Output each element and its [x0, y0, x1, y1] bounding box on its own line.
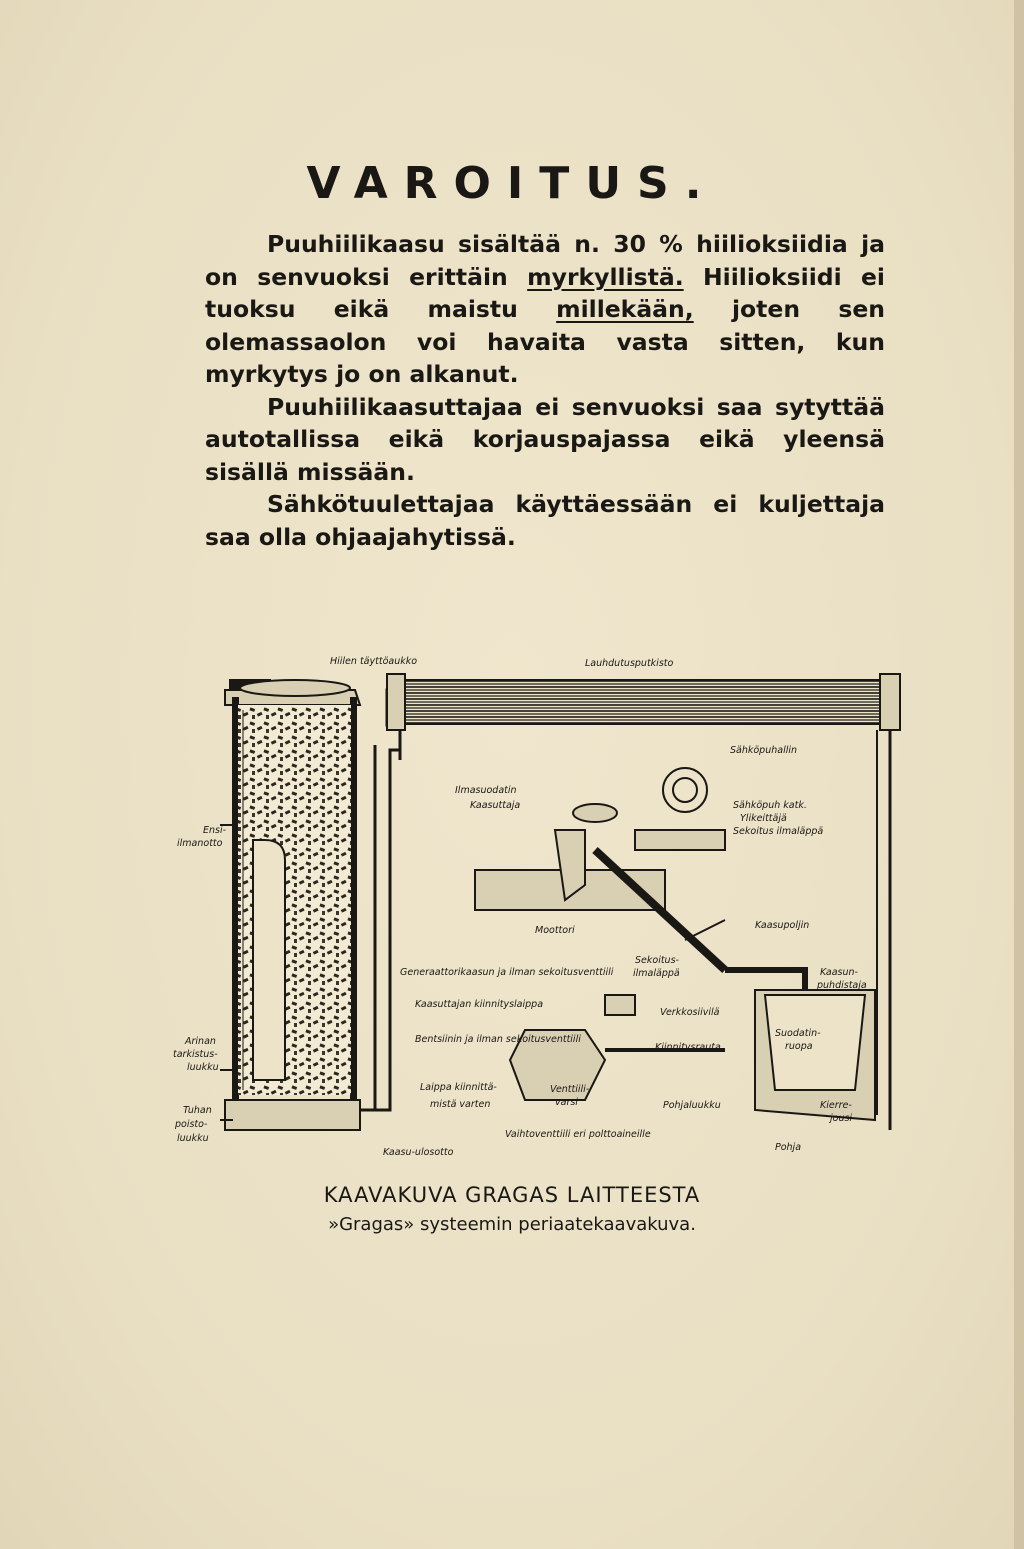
label-laippa: Laippa kiinnittä-: [420, 1082, 497, 1093]
label-kaasu-ulos: Kaasu-ulosotto: [383, 1147, 454, 1158]
label-ruopa: ruopa: [785, 1041, 813, 1052]
label-poisto: poisto-: [175, 1119, 208, 1130]
figure-caption-subtitle: »Gragas» systeemin periaatekaavakuva.: [328, 1214, 696, 1235]
warning-emphasis: millekään,: [556, 295, 694, 323]
label-pohja: Pohja: [775, 1142, 802, 1153]
label-generaattori: Generaattorikaasun ja ilman sekoitusventtiili: [400, 967, 614, 978]
label-kierre: Kierre-: [820, 1100, 852, 1111]
label-sekoitus-ilm: Sekoitus-: [635, 955, 679, 966]
label-lauhdutus: Lauhdutusputkisto: [585, 658, 674, 669]
label-ylikeittaja: Ylikeittäjä: [740, 813, 787, 824]
label-moottori: Moottori: [535, 925, 575, 936]
gragas-schematic-diagram: [165, 650, 905, 1165]
label-luukku2: luukku: [177, 1133, 209, 1144]
generator: [220, 680, 360, 1130]
engine-assembly: [475, 768, 875, 1120]
label-bentsiinin: Bentsiinin ja ilman sekoitusventtiili: [415, 1034, 581, 1045]
label-kaasuttaja: Kaasuttaja: [470, 800, 521, 811]
label-sahkopuh-katk: Sähköpuh katk.: [733, 800, 807, 811]
label-puhdistaja: puhdistaja: [817, 980, 867, 991]
label-suodatin: Suodatin-: [775, 1028, 821, 1039]
label-kaasuttajan: Kaasuttajan kiinnityslaippa: [415, 999, 544, 1010]
label-varsi: varsi: [555, 1097, 578, 1108]
warning-paragraph-2: Puuhiilikaasuttajaa ei senvuoksi saa sytyttää autotallissa eikä korjauspajassa eikä yleensä sisällä missään.: [205, 392, 885, 486]
warning-paragraph-1: [205, 228, 885, 391]
label-kiinnitysrauta: Kiinnitysrauta: [655, 1042, 721, 1053]
label-ilmalappa: ilmaläppä: [633, 968, 680, 979]
label-ilmanotto: ilmanotto: [177, 838, 223, 849]
label-kaasupoljin: Kaasupoljin: [755, 920, 810, 931]
label-kaasun: Kaasun-: [820, 967, 858, 978]
warning-text-part: joten sen olemassaolon voi havaita vasta sitten, kun myrkytys jo on alkanut.: [205, 295, 885, 388]
warning-emphasis: myrkyllistä.: [527, 262, 684, 291]
label-verkkosiivila: Verkkosiivilä: [660, 1007, 720, 1018]
gas-pipes: [360, 690, 400, 1110]
label-sahkopuhallin: Sähköpuhallin: [730, 745, 798, 756]
label-pohjaluukku: Pohjaluukku: [663, 1100, 721, 1111]
page-title: VAROITUS.: [306, 158, 718, 209]
label-venttiili: Venttiili-: [550, 1084, 590, 1095]
warning-text: [205, 228, 885, 553]
label-tarkistus: tarkistus-: [173, 1049, 218, 1060]
label-sekoitusilmolappa: Sekoitus ilmaläppä: [733, 826, 824, 837]
label-ensi: Ensi-: [203, 825, 227, 836]
page-edge: [1014, 0, 1024, 1549]
warning-text-part: Hiilioksiidi ei tuoksu eikä maistu: [205, 262, 885, 323]
label-vaihto: Vaihtoventtiili eri polttoaineille: [505, 1129, 651, 1140]
label-hiilen: Hiilen täyttöaukko: [330, 656, 418, 667]
label-mista: mistä varten: [430, 1099, 491, 1110]
warning-paragraph-3: Sähkötuulettajaa käyttäessään ei kuljettaja saa olla ohjaajahytissä.: [205, 490, 885, 551]
label-tuhan: Tuhan: [183, 1105, 212, 1116]
figure-caption-title: KAAVAKUVA GRAGAS LAITTEESTA: [323, 1183, 701, 1207]
label-jousi: jousi: [830, 1113, 853, 1124]
label-arinan: Arinan: [185, 1036, 216, 1047]
warning-text-part: Puuhiilikaasu sisältää n. 30 % hiilioksiidia ja on senvuoksi erittäin: [205, 230, 885, 291]
label-ilmasuodatin: Ilmasuodatin: [455, 785, 517, 796]
label-luukku: luukku: [187, 1062, 219, 1073]
